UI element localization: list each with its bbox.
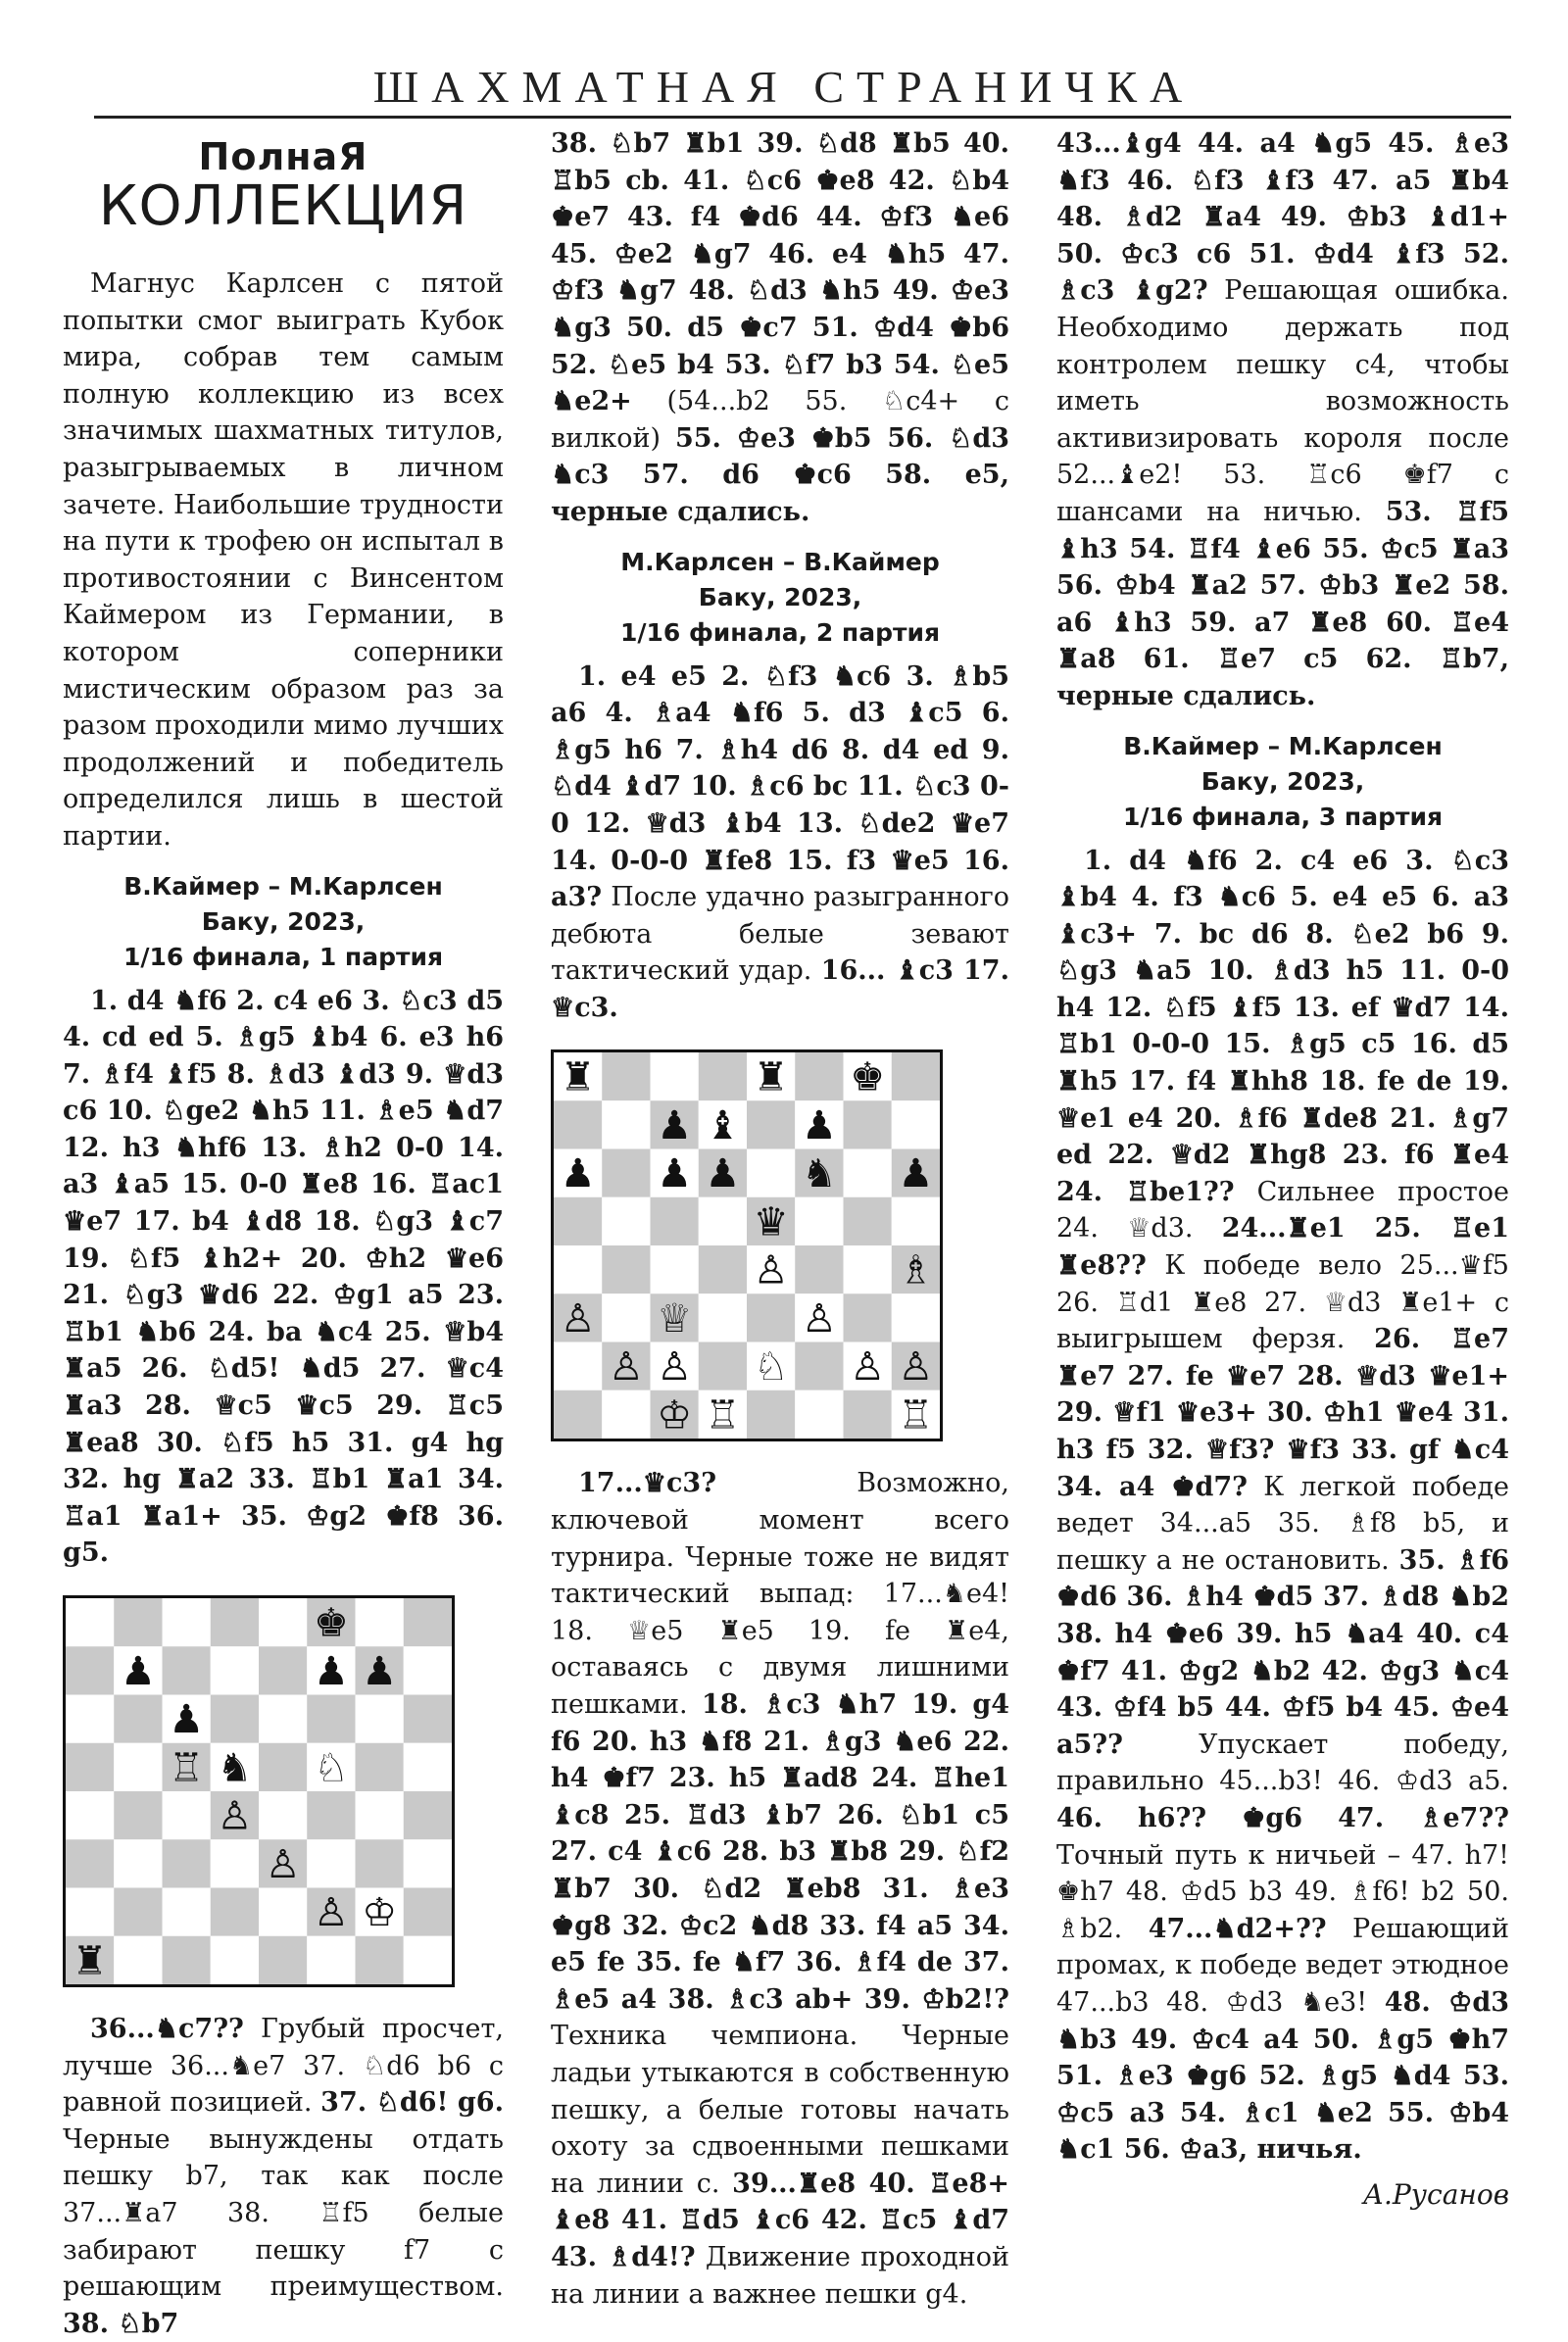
board-square	[259, 1743, 307, 1791]
board-square	[795, 1197, 843, 1245]
game-2-moves-3: 39...♜e8 40. ♖e8+ ♝e8 41. ♖d5 ♝c6 42. ♖c5 ♝d7 43. ♗d4!?	[551, 2168, 1009, 2272]
game-2-moves-2: 18. ♗c3 ♞h7 19. g4 f6 20. h3 ♞f8 21. ♗g3 ♞e6 22. h4 ♚f7 23. h5 ♜ad8 24. ♖he1 ♝c8 25. ♖d3 ♝b7 26. ♘b1 c5 27. c4 ♝c6 28. b3 ♜b8 29. ♘f2 ♜b7 30. ♘d2 ♜eb8 31. ♗e3 ♚g8 32. ♔c2 ♞d8 33. f4 a5 34. e5 fe 35. fe ♞f7 36. ♗f4 de 37. ♗e5 a4 38. ♗c3 ab+ 39. ♔b2!?	[551, 1689, 1009, 2015]
game-2-text-3: Движение проходной на линии а важнее пешки g4.	[551, 2241, 1009, 2310]
game-2-round: 1/16 финала, 2 партия	[619, 617, 941, 647]
game-3-moves-4: 35. ♗f6 ♚d6 36. ♗h4 ♚d5 37. ♗d8 ♞b2 38. h4 ♚e6 39. h5 ♞a4 40. c4 ♚f7 41. ♔g2 ♞b2 42. ♔g3 ♞c4 43. ♔f4 b5 44. ♔f5 b4 45. ♔e4 a5??	[1056, 1544, 1509, 1760]
board-square	[163, 1646, 211, 1694]
chess-piece-white: ♖	[898, 1392, 934, 1439]
chess-piece-black: ♚	[313, 1600, 349, 1646]
game-3-block	[1056, 843, 1509, 2169]
game-2-after-moves: 17...♛c3?	[578, 1468, 717, 1499]
article-title	[63, 135, 504, 238]
board-square	[892, 1052, 940, 1100]
board-square	[795, 1245, 843, 1293]
board-square	[602, 1101, 650, 1149]
chess-piece-black: ♞	[801, 1151, 837, 1197]
game-3-moves-7: 48. ♔d3 ♞b3 49. ♔c4 a4 50. ♗g5 ♚h7 51. ♗e3 ♚g6 52. ♗g5 ♞d4 53. ♔c5 a3 54. ♗c1 ♞e2 55. ♔b4 ♞c1 56. ♔a3, ничья.	[1056, 1986, 1509, 2166]
chess-piece-white: ♙	[898, 1344, 934, 1391]
game-2-place: Баку, 2023,	[698, 582, 862, 611]
board-square	[892, 1197, 940, 1245]
game-1-header	[63, 869, 504, 975]
board-square	[66, 1888, 114, 1936]
board-square	[66, 1839, 114, 1887]
board-square	[259, 1791, 307, 1839]
board-square	[211, 1936, 259, 1984]
chess-piece-white: ♙	[608, 1344, 644, 1391]
game-3-moves-3: 26. ♖e7 ♜e7 27. fe ♛e7 28. ♕d3 ♛e1+ 29. ♕f1 ♛e3+ 30. ♔h1 ♛e4 31. h3 f5 32. ♕f3? ♛f3 33. gf ♞c4 34. a4 ♚d7?	[1056, 1324, 1510, 1502]
board-square	[651, 1245, 699, 1293]
board-square	[844, 1197, 892, 1245]
chess-piece-white: ♙	[313, 1890, 349, 1936]
game-3-text-2: К победе вело 25...♛f5 26. ♖d1 ♜e8 27. ♕d3 ♜e1+ с выигрышем ферзя.	[1056, 1250, 1509, 1355]
game-3-moves: 1. d4 ♞f6 2. c4 e6 3. ♘c3 ♝b4 4. f3 ♞c6 5. e4 e5 6. a3 ♝c3+ 7. bc d6 8. ♘e2 b6 9. ♘g3 ♞a5 10. ♗d3 h5 11. 0-0 h4 12. ♘f5 ♝f5 13. ef ♛d7 14. ♖b1 0-0-0 15. ♗g5 c5 16. d5 ♜h5 17. f4 ♜hh8 18. fe de 19. ♕e1 e4 20. ♗f6 ♜de8 21. ♗g7 ed 22. ♕d2 ♜hg8 23. f6 ♜e4 24. ♖be1??	[1056, 845, 1509, 1207]
board-square	[163, 1839, 211, 1887]
board-square	[356, 1743, 404, 1791]
chess-piece-white: ♕	[657, 1296, 693, 1342]
board-2-wrap	[551, 1049, 1009, 1441]
game-3-place: Баку, 2023,	[1200, 766, 1365, 796]
board-square	[404, 1646, 452, 1694]
board-square	[211, 1646, 259, 1694]
board-square	[602, 1197, 650, 1245]
game-2-players: М.Карлсен – В.Каймер	[620, 547, 940, 576]
chess-piece-white: ♘	[313, 1745, 349, 1791]
chess-piece-white: ♙	[850, 1344, 886, 1391]
board-square	[259, 1936, 307, 1984]
chess-board-game-2	[551, 1049, 943, 1441]
board-square	[114, 1839, 162, 1887]
game-1-comment-3-moves: 38. ♘b7 ♜b1 39. ♘d8 ♜b5 40. ♖b5 cb. 41. ♘c6 ♚e8 42. ♘b4 ♚e7 43. f4 ♚d6 44. ♔f3 ♞e6 45. ♔e2 ♞g7 46. e4 ♞h5 47. ♔f3 ♞g7 48. ♘d3 ♞h5 49. ♔e3 ♞g3 50. d5 ♚c7 51. ♔d4 ♚b6 52. ♘e5 b4 53. ♘f7 b3 54. ♘e5 ♞e2+	[551, 128, 1009, 417]
board-square	[844, 1294, 892, 1342]
board-square	[114, 1743, 162, 1791]
board-square	[554, 1245, 602, 1293]
board-square	[211, 1839, 259, 1887]
game-2-moves-block	[551, 659, 1009, 1027]
board-square	[307, 1839, 355, 1887]
board-square	[356, 1791, 404, 1839]
chess-piece-white: ♙	[657, 1344, 693, 1391]
board-square	[211, 1888, 259, 1936]
chess-piece-black: ♟	[169, 1697, 205, 1743]
board-square	[66, 1646, 114, 1694]
board-square	[795, 1391, 843, 1439]
board-square	[163, 1791, 211, 1839]
board-square	[699, 1342, 747, 1391]
board-square	[114, 1791, 162, 1839]
chess-piece-white: ♘	[753, 1344, 789, 1391]
board-square	[356, 1936, 404, 1984]
board-square	[602, 1052, 650, 1100]
chess-piece-white: ♙	[265, 1841, 301, 1887]
game-1-round: 1/16 финала, 1 партия	[122, 942, 444, 971]
board-square	[66, 1791, 114, 1839]
game-1-comment-4-moves: 55. ♔e3 ♚b5 56. ♘d3 ♞c3 57. d6 ♚c6 58. e5, черные сдались.	[551, 422, 1009, 527]
board-square	[114, 1598, 162, 1646]
game-2-moves: 1. e4 e5 2. ♘f3 ♞c6 3. ♗b5 a6 4. ♗a4 ♞f6 5. d3 ♝c5 6. ♗g5 h6 7. ♗h4 d6 8. d4 ed 9. ♘d4 ♝d7 10. ♗c6 bc 11. ♘c3 0-0 12. ♕d3 ♝b4 13. ♘de2 ♛e7 14. 0-0-0 ♜fe8 15. f3 ♛e5 16. a3?	[551, 660, 1009, 913]
board-square	[163, 1598, 211, 1646]
board-square	[259, 1646, 307, 1694]
board-square	[66, 1743, 114, 1791]
chess-piece-white: ♙	[560, 1296, 596, 1342]
board-square	[795, 1052, 843, 1100]
board-square	[747, 1391, 795, 1439]
chess-piece-white: ♙	[753, 1248, 789, 1294]
board-square	[699, 1294, 747, 1342]
game-1-players: В.Каймер – М.Карлсен	[123, 871, 443, 901]
board-square	[404, 1743, 452, 1791]
article-title-big: КОЛЛЕКЦИЯ	[98, 174, 468, 238]
game-2-moves-4: 43...♝g4 44. a4 ♞g5 45. ♗e3 ♞f3 46. ♘f3 ♝f3 47. a5 ♜b4 48. ♗d2 ♜a4 49. ♔b3 ♝d1+ 50. ♔c3 c6 51. ♔d4 ♝f3 52. ♗c3 ♝g2?	[1056, 128, 1509, 307]
game-3-text-6: Решающий промах, к победе ведет этюдное 47...b3 48. ♔d3 ♞e3!	[1056, 1913, 1509, 2018]
board-square	[404, 1936, 452, 1984]
chess-piece-white: ♗	[898, 1248, 934, 1294]
board-square	[307, 1791, 355, 1839]
game-1-continuation	[551, 125, 1009, 531]
game-1-comment-1	[63, 2011, 504, 2342]
board-square	[163, 1936, 211, 1984]
board-square	[356, 1695, 404, 1743]
board-square	[356, 1598, 404, 1646]
game-2-header	[551, 545, 1009, 651]
board-square	[602, 1391, 650, 1439]
chess-piece-white: ♙	[801, 1296, 837, 1342]
chess-piece-black: ♝	[705, 1103, 741, 1149]
board-square	[404, 1598, 452, 1646]
board-square	[211, 1598, 259, 1646]
chess-piece-black: ♚	[850, 1055, 886, 1101]
board-square	[699, 1245, 747, 1293]
chess-piece-white: ♖	[705, 1392, 741, 1439]
column-2	[551, 125, 1009, 2313]
board-square	[554, 1391, 602, 1439]
board-1-wrap	[63, 1595, 504, 1987]
game-3-moves-5: 46. h6?? ♚g6 47. ♗e7??	[1056, 1802, 1509, 1833]
chess-piece-black: ♟	[657, 1103, 693, 1149]
board-square	[404, 1695, 452, 1743]
chess-piece-black: ♟	[801, 1103, 837, 1149]
board-square	[259, 1598, 307, 1646]
game-1-place: Баку, 2023,	[201, 906, 366, 936]
chess-piece-black: ♛	[753, 1199, 789, 1245]
board-square	[211, 1695, 259, 1743]
chess-piece-black: ♞	[217, 1745, 253, 1791]
board-square	[844, 1391, 892, 1439]
game-1-comment-2-moves: 37. ♘d6! g6.	[320, 2087, 504, 2119]
board-square	[844, 1245, 892, 1293]
game-1-comment-1-moves: 36...♞c7??	[90, 2014, 244, 2044]
column-1	[63, 125, 504, 2342]
board-square	[651, 1052, 699, 1100]
game-2-after-text: Возможно, ключевой момент всего турнира. Черные тоже не видят тактический выпад: 17...♞e4! 18. ♕e5 ♜e5 19. fe ♜e4, оставаясь с двумя лишними пешками.	[551, 1468, 1009, 1721]
chess-piece-white: ♖	[169, 1745, 205, 1791]
game-3-players: В.Каймер – М.Карлсен	[1123, 731, 1443, 760]
board-square	[554, 1101, 602, 1149]
game-3-round: 1/16 финала, 3 партия	[1122, 802, 1444, 831]
board-square	[66, 1598, 114, 1646]
board-square	[747, 1294, 795, 1342]
board-square	[114, 1695, 162, 1743]
board-square	[307, 1695, 355, 1743]
chess-piece-black: ♟	[657, 1151, 693, 1197]
game-3-text-1: Сильнее простое 24. ♕d3.	[1056, 1176, 1510, 1244]
header-divider	[94, 116, 1511, 119]
chess-piece-black: ♟	[313, 1648, 349, 1694]
board-square	[404, 1839, 452, 1887]
board-square	[892, 1101, 940, 1149]
game-2-after-board	[551, 1465, 1009, 2313]
game-1-comment-3-moves-start: 38. ♘b7	[63, 2308, 179, 2339]
game-2-moves-5: 53. ♖f5 ♝h3 54. ♖f4 ♝e6 55. ♔c5 ♜a3 56. ♔b4 ♜a2 57. ♔b3 ♜e2 58. a6 ♝h3 59. a7 ♜e8 60. ♖e4 ♜a8 61. ♖e7 c5 62. ♖b7, черные сдались.	[1056, 496, 1509, 711]
column-3	[1056, 125, 1509, 2211]
game-2-comment-1: После удачно разыгранного дебюта белые зевают тактический удар.	[551, 882, 1009, 987]
chess-piece-black: ♜	[560, 1055, 596, 1101]
chess-piece-black: ♟	[705, 1151, 741, 1197]
board-square	[747, 1101, 795, 1149]
board-square	[602, 1245, 650, 1293]
chess-piece-black: ♟	[362, 1648, 398, 1694]
board-square	[404, 1888, 452, 1936]
board-square	[602, 1294, 650, 1342]
game-1-moves: 1. d4 ♞f6 2. c4 e6 3. ♘c3 d5 4. cd ed 5. ♗g5 ♝b4 6. e3 h6 7. ♗f4 ♝f5 8. ♗d3 ♝d3 9. ♕d3 c6 10. ♘ge2 ♞h5 11. ♗e5 ♞d7 12. h3 ♞hf6 13. ♗h2 0-0 14. a3 ♝a5 15. 0-0 ♜e8 16. ♖ac1 ♛e7 17. b4 ♝d8 18. ♘g3 ♝c7 19. ♘f5 ♝h2+ 20. ♔h2 ♛e6 21. ♘g3 ♛d6 22. ♔g1 a5 23. ♖b1 ♞b6 24. ba ♞c4 25. ♕b4 ♜a5 26. ♘d5! ♞d5 27. ♕c4 ♜a3 28. ♕c5 ♛c5 29. ♖c5 ♜ea8 30. ♘f5 h5 31. g4 hg 32. hg ♜a2 33. ♖b1 ♜a1 34. ♖a1 ♜a1+ 35. ♔g2 ♚f8 36. g5.	[63, 985, 504, 1569]
game-1-comment-1-text: Грубый просчет, лучше 36...♞e7 37. ♘d6 b6 с равной позицией.	[63, 2014, 504, 2119]
chess-piece-black: ♜	[753, 1055, 789, 1101]
chess-piece-white: ♔	[362, 1890, 398, 1936]
game-3-text-5: Точный путь к ничьей – 47. h7! ♚h7 48. ♔d5 b3 49. ♗f6! b2 50. ♗b2.	[1056, 1839, 1509, 1944]
game-3-text-4: Упускает победу, правильно 45...b3! 46. ♔d3 a5.	[1056, 1729, 1509, 1797]
article-intro: Магнус Карлсен с пятой попытки смог выиграть Кубок мира, собрав тем самым полную коллекцию из всех значимых шахматных титулов, разыгрываемых в личном зачете. Наибольшие трудности на пути к трофею он испытал в противостоянии с Винсентом Каймером из Германии, в котором соперники мистическим образом раз за разом проходили мимо лучших продолжений и победитель определился лишь в шестой партии.	[63, 268, 504, 852]
chess-piece-black: ♜	[72, 1938, 108, 1984]
board-square	[404, 1791, 452, 1839]
board-square	[699, 1197, 747, 1245]
game-2-comment-1-moves: 16... ♝c3 17. ♕c3.	[551, 955, 1009, 1023]
board-square	[554, 1342, 602, 1391]
board-square	[699, 1052, 747, 1100]
board-square	[259, 1888, 307, 1936]
chess-piece-black: ♟	[120, 1648, 156, 1694]
article-author: А.Русанов	[1362, 2177, 1509, 2211]
board-square	[66, 1695, 114, 1743]
game-3-moves-6: 47...♞d2+??	[1148, 1913, 1327, 1944]
board-square	[602, 1149, 650, 1197]
board-square	[259, 1695, 307, 1743]
game-3-header	[1056, 729, 1509, 835]
board-square	[651, 1197, 699, 1245]
board-square	[356, 1839, 404, 1887]
board-square	[892, 1294, 940, 1342]
board-square	[307, 1936, 355, 1984]
chess-board-game-1	[63, 1595, 455, 1987]
article-title-small: ПолнаЯ	[198, 135, 368, 178]
board-square	[844, 1149, 892, 1197]
game-3-text-3: К легкой победе ведет 34...a5 35. ♗f8 b5, и пешку а не остановить.	[1056, 1471, 1509, 1576]
chess-piece-black: ♟	[560, 1151, 596, 1197]
game-2-text-2: Техника чемпиона. Черные ладьи утыкаются в собственную пешку, а белые готовы начать охоту за сдвоенными пешками на линии с.	[551, 2021, 1009, 2199]
board-square	[554, 1197, 602, 1245]
board-square	[844, 1101, 892, 1149]
game-1-comment-3-text: (54...b2 55. ♘c4+ с вилкой)	[551, 386, 1009, 454]
chess-piece-white: ♙	[217, 1793, 253, 1839]
board-square	[114, 1888, 162, 1936]
game-1-comment-2-text: Черные вынуждены отдать пешку b7, так как после 37...♜a7 38. ♖f5 белые забирают пешку f7 с решающим преимуществом.	[63, 2123, 504, 2303]
game-2-text-4: Решающая ошибка. Необходимо держать под контролем пешку с4, чтобы иметь возможность активизировать короля после 52...♝e2! 53. ♖c6 ♚f7 с шансами на ничью.	[1056, 275, 1509, 527]
chess-piece-white: ♔	[657, 1392, 693, 1439]
board-square	[163, 1888, 211, 1936]
game-2-continuation	[1056, 125, 1509, 715]
chess-piece-black: ♟	[898, 1151, 934, 1197]
page-header-title: ШАХМАТНАЯ СТРАНИЧКА	[372, 62, 1196, 112]
board-square	[114, 1936, 162, 1984]
board-square	[747, 1149, 795, 1197]
game-3-moves-2: 24...♜e1 25. ♖e1 ♜e8??	[1056, 1213, 1509, 1282]
board-square	[795, 1342, 843, 1391]
